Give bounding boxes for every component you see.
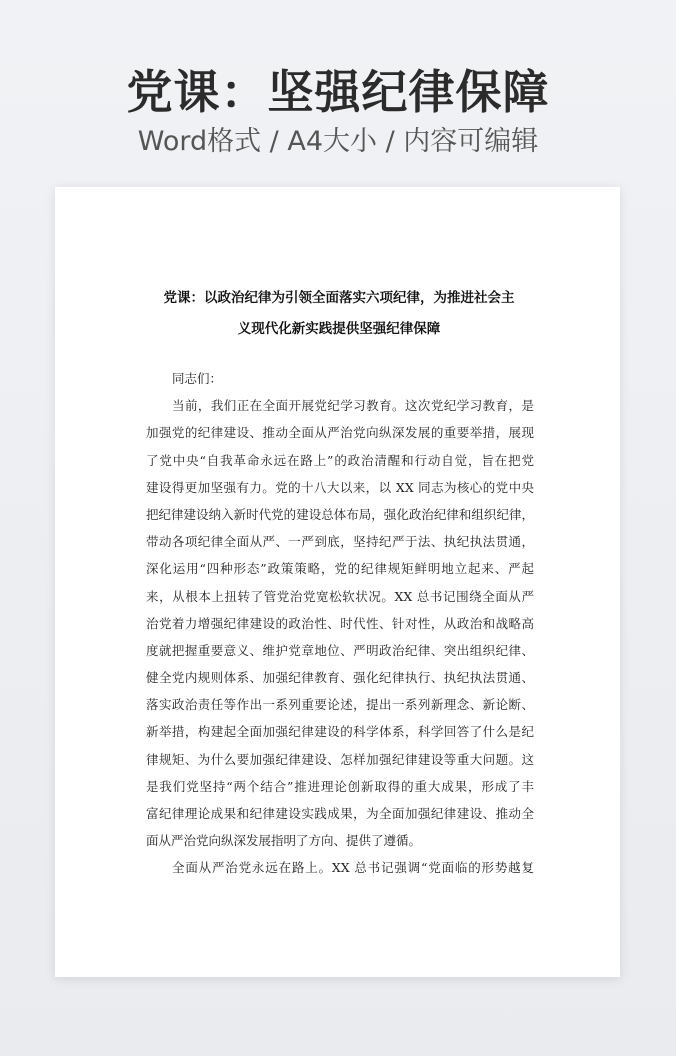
body-line: 新举措，构建起全面加强纪律建设的科学体系，科学回答了什么是纪 bbox=[146, 724, 534, 740]
body-line: 带动各项纪律全面从严、一严到底，坚持纪严于法、执纪执法贯通， bbox=[146, 534, 534, 550]
body-line: 加强党的纪律建设、推动全面从严治党向纵深发展的重要举措，展现 bbox=[146, 425, 534, 441]
body-line: 健全党内规则体系、加强纪律教育、强化纪律执行、执纪执法贯通、 bbox=[146, 670, 534, 686]
body-line: 来，从根本上扭转了管党治党宽松软状况。XX 总书记围绕全面从严 bbox=[146, 588, 534, 604]
body-line: 治党着力增强纪律建设的政治性、时代性、针对性，从政治和战略高 bbox=[146, 615, 534, 631]
document-title bbox=[143, 283, 535, 345]
body-line: 深化运用“四种形态”政策策略，党的纪律规矩鲜明地立起来、严起 bbox=[146, 561, 534, 577]
document-title-line: 义现代化新实践提供坚强纪律保障 bbox=[237, 321, 441, 337]
body-line: 全面从严治党永远在路上。XX 总书记强调“党面临的形势越复 bbox=[172, 860, 534, 876]
page-header bbox=[0, 62, 676, 160]
page-title: 党课：坚强纪律保障 bbox=[126, 65, 550, 119]
body-line: 度就把握重要意义、维护党章地位、严明政治纪律、突出组织纪律、 bbox=[146, 642, 534, 658]
body-line: 面从严治党向纵深发展指明了方向、提供了遵循。 bbox=[146, 833, 422, 849]
document-body bbox=[146, 365, 534, 882]
document-title-line: 党课：以政治纪律为引领全面落实六项纪律，为推进社会主 bbox=[163, 290, 515, 306]
body-line: 了党中央“自我革命永远在路上”的政治清醒和行动自觉，旨在把党 bbox=[146, 452, 534, 468]
page-subtitle: Word格式 / A4大小 / 内容可编辑 bbox=[137, 126, 539, 157]
body-line: 是我们党坚持“两个结合”推进理论创新取得的重大成果，形成了丰 bbox=[146, 778, 534, 794]
body-line: 落实政治责任等作出一系列重要论述，提出一系列新理念、新论断、 bbox=[146, 697, 534, 713]
document-page bbox=[55, 187, 620, 977]
body-line: 当前，我们正在全面开展党纪学习教育。这次党纪学习教育，是 bbox=[172, 398, 534, 414]
body-line: 把纪律建设纳入新时代党的建设总体布局，强化政治纪律和组织纪律， bbox=[146, 506, 534, 522]
body-line: 富纪律理论成果和纪律建设实践成果，为全面加强纪律建设、推动全 bbox=[146, 806, 534, 821]
body-line: 建设得更加坚强有力。党的十八大以来，以 XX 同志为核心的党中央 bbox=[146, 479, 534, 495]
salutation: 同志们： bbox=[172, 371, 223, 386]
body-line: 律规矩、为什么要加强纪律建设、怎样加强纪律建设等重大问题。这 bbox=[146, 751, 534, 767]
